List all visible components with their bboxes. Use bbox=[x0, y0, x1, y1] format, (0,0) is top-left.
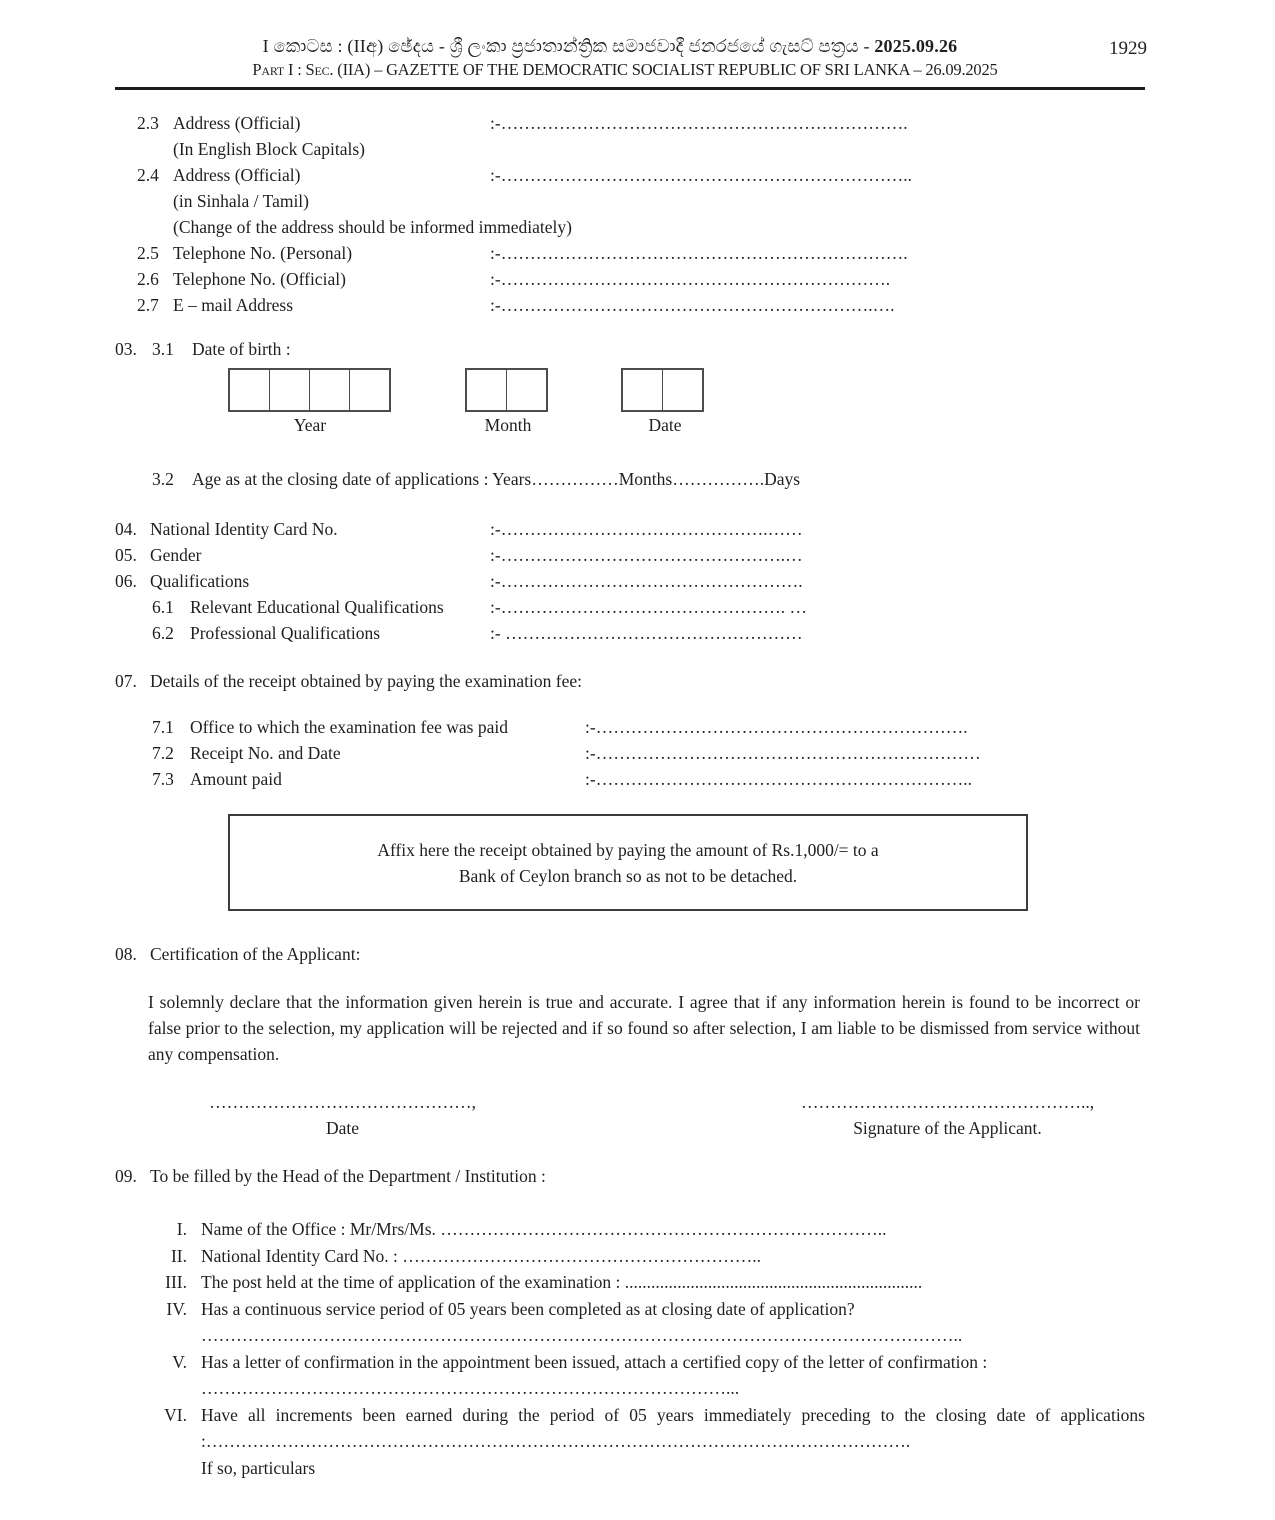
field-number: 6.1 bbox=[152, 597, 174, 617]
roman-numeral: II. bbox=[170, 1245, 187, 1266]
header-gazette-name: – GAZETTE OF THE DEMOCRATIC SOCIALIST REPUBLIC OF SRI LANKA – 26.09.2025 bbox=[370, 60, 998, 79]
section-number: 05. bbox=[115, 545, 137, 565]
field-label: National Identity Card No. bbox=[150, 519, 338, 539]
field-label: Professional Qualifications bbox=[190, 623, 381, 643]
date-label: Date bbox=[325, 1118, 360, 1138]
declaration-paragraph: I solemnly declare that the information given herein is true and accurate. I agree that if any information herein is found to be incorrect or false prior to the selection, my application will be rejected and if so found so after selection, I am liable to be dismissed from service without any compensation. bbox=[148, 992, 1140, 1064]
item-fill-line: ………………………………………………………………………………... bbox=[201, 1377, 740, 1398]
month-digit-cell bbox=[467, 370, 507, 410]
field-number: 7.2 bbox=[152, 743, 174, 763]
section-number: 04. bbox=[115, 519, 137, 539]
field-fill-line: :-…………………………………………………………….. bbox=[490, 165, 912, 185]
field-fill-line: :-……………………………………….…… bbox=[490, 519, 803, 539]
field-note: (In English Block Capitals) bbox=[173, 139, 365, 159]
field-number: 2.3 bbox=[137, 113, 159, 133]
field-label: Telephone No. (Official) bbox=[173, 269, 346, 289]
roman-numeral: VI. bbox=[164, 1404, 187, 1425]
form-body bbox=[0, 110, 1275, 1481]
page-header bbox=[0, 0, 1275, 90]
field-number: 2.5 bbox=[137, 243, 159, 263]
section-9-heading bbox=[115, 1163, 1145, 1189]
item-text-particulars: If so, particulars bbox=[201, 1457, 316, 1478]
field-telephone-official bbox=[137, 266, 1145, 292]
item-text: National Identity Card No. : …………………………………………………….. bbox=[201, 1245, 761, 1266]
field-number: 6.2 bbox=[152, 623, 174, 643]
affix-instruction-line1: Affix here the receipt obtained by paying the amount of Rs.1,000/= to a bbox=[377, 839, 879, 860]
signature-lines bbox=[115, 1089, 1145, 1115]
month-label: Month bbox=[484, 415, 532, 435]
field-professional-qualifications bbox=[152, 620, 1145, 646]
field-fill-line: :-………………………………………………………. bbox=[585, 717, 968, 737]
sections-4-to-6 bbox=[115, 516, 1145, 646]
field-educational-qualifications bbox=[152, 594, 1145, 620]
field-fill-line: :-…………………………………………………………. bbox=[490, 269, 891, 289]
field-fill-line: :-…………………………………………. … bbox=[490, 597, 807, 617]
signature-block bbox=[115, 1089, 1145, 1141]
section-number: 06. bbox=[115, 571, 137, 591]
section-7-items bbox=[115, 714, 1145, 792]
field-label: Qualifications bbox=[150, 571, 250, 591]
date-digit-cell bbox=[623, 370, 663, 410]
field-amount-paid bbox=[152, 766, 1145, 792]
item-text-wrap bbox=[201, 1402, 1145, 1481]
field-gender bbox=[115, 542, 1145, 568]
field-number: 2.7 bbox=[137, 295, 159, 315]
section-9-head-of-department bbox=[115, 1163, 1145, 1481]
field-email-address bbox=[137, 292, 1145, 318]
section-8-certification bbox=[115, 941, 1145, 1067]
item-continuous-service bbox=[115, 1296, 1145, 1349]
item-letter-of-confirmation bbox=[115, 1349, 1145, 1402]
field-label: Amount paid bbox=[190, 769, 282, 789]
field-label: Address (Official) bbox=[173, 165, 301, 185]
item-name-of-office bbox=[115, 1216, 1145, 1243]
section-heading: Details of the receipt obtained by paying the examination fee: bbox=[150, 671, 582, 691]
field-number: 3.2 bbox=[152, 469, 174, 489]
month-digit-cell bbox=[507, 370, 546, 410]
field-number: 7.3 bbox=[152, 769, 174, 789]
signature-fill-line: ………………………………………….., bbox=[800, 1092, 1095, 1112]
section-2-contact-details bbox=[115, 110, 1145, 318]
year-digit-cell bbox=[310, 370, 350, 410]
affix-instruction-line2: Bank of Ceylon branch so as not to be detached. bbox=[458, 865, 798, 886]
field-nic-number bbox=[115, 516, 1145, 542]
field-note: (Change of the address should be informed immediately) bbox=[173, 217, 572, 237]
field-address-official-english bbox=[137, 110, 1145, 136]
item-post-held bbox=[115, 1269, 1145, 1296]
field-fill-line: :-……………………………………………………….…. bbox=[490, 295, 895, 315]
date-boxes bbox=[621, 368, 704, 412]
section-number: 07. bbox=[115, 671, 137, 691]
roman-numeral: III. bbox=[165, 1272, 187, 1292]
field-label: Address (Official) bbox=[173, 113, 301, 133]
header-title-sinhala bbox=[130, 36, 1090, 57]
field-label: Telephone No. (Personal) bbox=[173, 243, 353, 263]
field-label: Date of birth : bbox=[192, 339, 291, 359]
item-text: Has a letter of confirmation in the appointment been issued, attach a certified copy of the letter of confirmation : bbox=[201, 1351, 988, 1372]
field-label: E – mail Address bbox=[173, 295, 294, 315]
signature-label: Signature of the Applicant. bbox=[853, 1118, 1042, 1138]
field-address-official-sinhala bbox=[137, 162, 1145, 188]
item-text-wrap bbox=[201, 1349, 1145, 1402]
item-text: Name of the Office : Mr/Mrs/Ms. ………………………………………………………………….. bbox=[201, 1219, 887, 1239]
field-fill-line: :-……………………………………………………………. bbox=[490, 113, 908, 133]
field-number: 2.6 bbox=[137, 269, 159, 289]
field-fill-line: :-……………………………………………………………. bbox=[490, 243, 908, 263]
year-label: Year bbox=[293, 415, 327, 435]
section-7-heading bbox=[115, 668, 1145, 694]
date-fill-line: ………………………………………, bbox=[209, 1092, 476, 1112]
field-age-at-closing bbox=[152, 466, 1145, 492]
item-text: Has a continuous service period of 05 years been completed as at closing date of application? bbox=[201, 1298, 855, 1319]
section-heading: Certification of the Applicant: bbox=[150, 944, 361, 964]
field-telephone-personal bbox=[137, 240, 1145, 266]
year-digit-cell bbox=[230, 370, 270, 410]
dob-heading bbox=[115, 336, 1145, 362]
item-text: Have all increments been earned during the period of 05 years immediately preceding to the closing date of applications :…………………………………………………………………………………………………………. bbox=[201, 1404, 1145, 1451]
field-number: 2.4 bbox=[137, 165, 159, 185]
field-label: Gender bbox=[150, 545, 202, 565]
month-boxes bbox=[465, 368, 548, 412]
affix-receipt-box bbox=[228, 814, 1028, 911]
roman-numeral: I. bbox=[176, 1219, 187, 1239]
section-7-receipt-details bbox=[115, 668, 1145, 792]
field-qualifications bbox=[115, 568, 1145, 594]
section-number: 08. bbox=[115, 944, 137, 964]
section-8-heading bbox=[115, 941, 1145, 967]
item-text-wrap bbox=[201, 1296, 1145, 1349]
header-title-english bbox=[145, 60, 1105, 80]
field-fill-line: :-……………………………………………………….. bbox=[585, 769, 972, 789]
field-fill-line: :-……………………………………………. bbox=[490, 571, 803, 591]
section-heading: To be filled by the Head of the Department / Institution : bbox=[150, 1166, 546, 1186]
header-part-section: Part I : Sec. (IIA) bbox=[252, 60, 371, 79]
field-fill-line: :-………………………………………………………… bbox=[585, 743, 981, 763]
roman-numeral: IV. bbox=[166, 1298, 187, 1319]
header-rule bbox=[115, 87, 1145, 90]
field-label: Relevant Educational Qualifications bbox=[190, 597, 444, 617]
section-number: 09. bbox=[115, 1166, 137, 1186]
section-9-items bbox=[115, 1216, 1145, 1481]
field-receipt-no-date bbox=[152, 740, 1145, 766]
field-number: 3.1 bbox=[152, 339, 174, 359]
dob-box-labels bbox=[228, 412, 1145, 438]
section-number: 03. bbox=[115, 339, 137, 359]
section-3-date-of-birth bbox=[115, 336, 1145, 492]
date-label: Date bbox=[648, 415, 682, 435]
year-digit-cell bbox=[350, 370, 389, 410]
roman-numeral: V. bbox=[172, 1351, 187, 1372]
dob-boxes bbox=[228, 368, 1145, 412]
date-digit-cell bbox=[663, 370, 702, 410]
page-number: 1929 bbox=[1109, 38, 1147, 59]
field-label: Age as at the closing date of applications : Years……………Months…………….Days bbox=[192, 469, 801, 489]
signature-labels bbox=[115, 1115, 1145, 1141]
field-office-fee-paid bbox=[152, 714, 1145, 740]
item-nic-number bbox=[115, 1243, 1145, 1270]
year-boxes bbox=[228, 368, 391, 412]
item-increments-earned bbox=[115, 1402, 1145, 1481]
header-date-sinhala-line: 2025.09.26 bbox=[874, 36, 958, 56]
item-fill-line: ………………………………………………………………………………………………………………….. bbox=[201, 1324, 963, 1345]
header-title-sinhala-text: I කොටස : (IIඅ) ඡේදය - ශ්‍රී ලංකා ප්‍රජාතාන්ත්‍රික සමාජවාදී ජනරජයේ ගැසට් පත්‍රය - bbox=[262, 36, 875, 56]
field-label: Office to which the examination fee was paid bbox=[190, 717, 508, 737]
year-digit-cell bbox=[270, 370, 310, 410]
field-label: Receipt No. and Date bbox=[190, 743, 341, 763]
field-fill-line: :- …………………………………………… bbox=[490, 623, 803, 643]
field-note: (in Sinhala / Tamil) bbox=[173, 191, 310, 211]
field-number: 7.1 bbox=[152, 717, 174, 737]
field-fill-line: :-………………………………………….… bbox=[490, 545, 803, 565]
item-text: The post held at the time of application of the examination : .................................................................... bbox=[201, 1272, 923, 1292]
